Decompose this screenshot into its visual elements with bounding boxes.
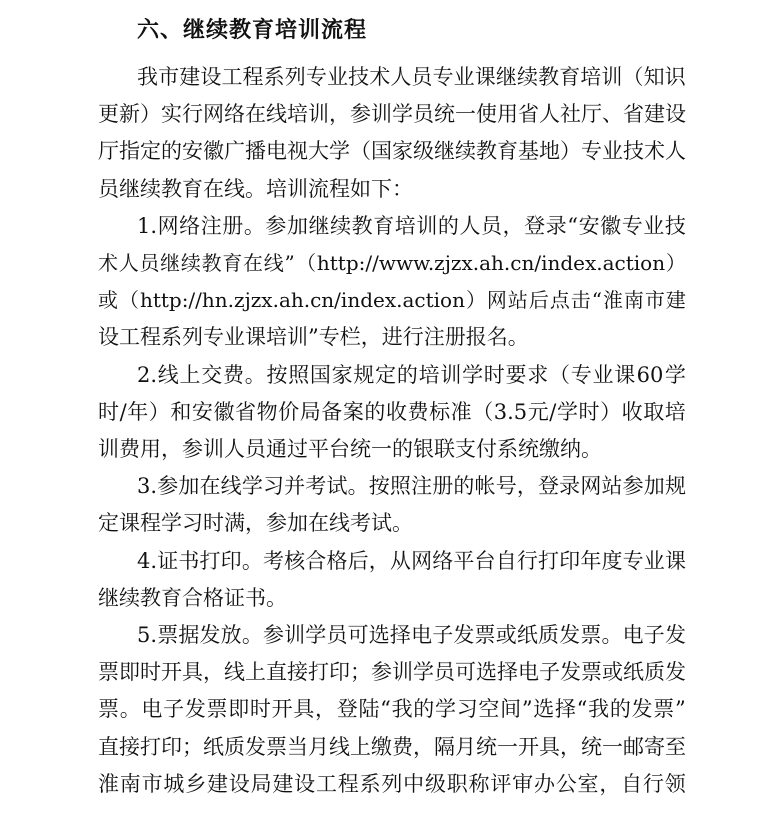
text-line: 员继续教育在线。培训流程如下： — [98, 176, 413, 201]
text-line: 更 新 ） 实 行 网 络 在 线 培 训 ， 参 训 学 员 统 一 使 用 省 人 社 厅 、 省 建 设 — [98, 102, 686, 127]
text-line: 定课程学习时满，参加在线考试。 — [98, 511, 413, 536]
text-line: 票 即 时 开 具 ， 线 上 直 接 打 印 ； 参 训 学 员 可 选 择 电 子 发 票 或 纸 质 发 — [98, 660, 686, 685]
text-line: 2. 线 上 交 费 。 按 照 国 家 规 定 的 培 训 学 时 要 求 （ 专 业 课 60 学 — [137, 362, 686, 387]
text-line: 直 接 打 印 ； 纸 质 发 票 当 月 线 上 缴 费 ， 隔 月 统 一 开 具 ， 统 一 邮 寄 至 — [98, 734, 686, 759]
section-heading: 六、继续教育培训流程 — [137, 18, 368, 43]
text-line: 4. 证 书 打 印 。 考 核 合 格 后 ， 从 网 络 平 台 自 行 打 印 年 度 专 业 课 — [137, 548, 686, 573]
text-line: 5. 票 据 发 放 。 参 训 学 员 可 选 择 电 子 发 票 或 纸 质 发 票 。 电 子 发 — [137, 623, 686, 647]
text-line: 淮 南 市 城 乡 建 设 局 建 设 工 程 系 列 中 级 职 称 评 审 办 公 室 ， 自 行 领 — [98, 771, 686, 796]
text-line: 厅 指 定 的 安 徽 广 播 电 视 大 学 （ 国 家 级 继 续 教 育 基 地 ） 专 业 技 术 人 — [98, 139, 686, 164]
text-line: 1. 网 络 注 册 。 参 加 继 续 教 育 培 训 的 人 员 ， 登 录 “ 安 徽 专 业 技 — [137, 213, 686, 238]
text-line: 术 人 员 继 续 教 育 在 线 ” （ http://www.zjzx.ah.cn/index.action ） — [98, 251, 686, 275]
text-line: 或 （ http://hn.zjzx.ah.cn/index.action ） 网 站 后 点 击 “ 淮 南 市 建 — [98, 288, 686, 313]
text-line: 3. 参 加 在 线 学 习 并 考 试 。 按 照 注 册 的 帐 号 ， 登 录 网 站 参 加 规 — [137, 474, 686, 499]
text-line: 设工程系列专业课培训”专栏，进行注册报名。 — [98, 325, 529, 350]
text-line: 训费用，参训人员通过平台统一的银联支付系统缴纳。 — [98, 437, 602, 461]
text-line: 继续教育合格证书。 — [98, 585, 287, 610]
text-line: 票 。 电 子 发 票 即 时 开 具 ， 登 陆 “ 我 的 学 习 空 间 ” 选 择 “ 我 的 发 票 ” — [98, 697, 686, 722]
text-line: 我 市 建 设 工 程 系 列 专 业 技 术 人 员 专 业 课 继 续 教 育 培 训 （ 知 识 — [137, 65, 686, 89]
text-line: 时 / 年 ） 和 安 徽 省 物 价 局 备 案 的 收 费 标 准 （ 3.5 元 / 学 时 ） 收 取 培 — [98, 399, 686, 424]
